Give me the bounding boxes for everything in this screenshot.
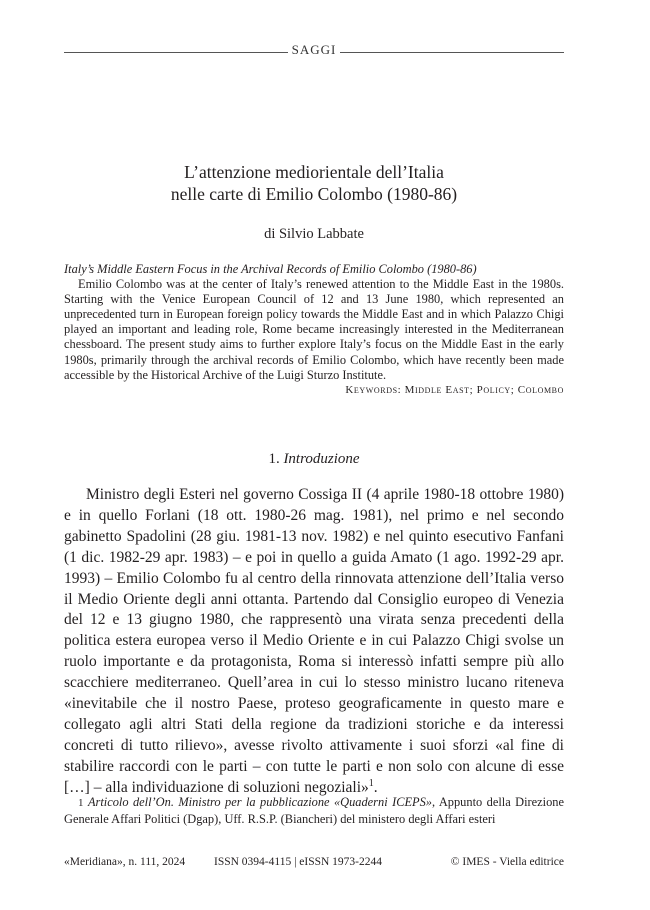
body-end: . [373, 778, 378, 796]
running-header [64, 42, 564, 62]
footnote [64, 794, 564, 827]
page-footer [64, 856, 564, 874]
keywords-label: Keywords: [345, 383, 402, 396]
footnote-number: 1 [78, 797, 84, 809]
footnote-text: , Appunto della Direzione Generale Affari Politici (Dgap), Uff. R.S.P. (Biancheri) del ministero degli Affari esteri [64, 795, 564, 826]
keywords-list: Middle East; Policy; Colombo [404, 383, 564, 396]
footnote-reference[interactable]: 1 [368, 777, 374, 789]
abstract [64, 262, 564, 398]
section-label: SAGGI [291, 42, 337, 57]
footer-publisher: © IMES - Viella editrice [450, 856, 564, 868]
title-line-1: L’attenzione mediorientale dell’Italia [184, 162, 444, 182]
section-number: 1. [268, 451, 280, 467]
section-heading [64, 451, 564, 468]
footnote-italic: Articolo dell’On. Ministro per la pubblicazione «Quaderni ICEPS» [87, 795, 432, 809]
abstract-text: Emilio Colombo was at the center of Italy’s renewed attention to the Middle East in the 1980s. Starting with the Venice European Council of 12 and 13 June 1980, which represented an unprecedented turn in European foreign policy towards the Middle East and in which Palazzo Chigi played an important and leading role, Rome became increasingly interested in the Mediterranean chessboard. The present study aims to further explore Italy’s focus on the Middle East in the early 1980s, primarily through the archival records of Emilio Colombo, which have recently been made accessible by the Historical Archive of the Luigi Sturzo Institute. [64, 277, 564, 382]
section-title: Introduzione [283, 451, 360, 467]
footer-issn: ISSN 0394-4115 | eISSN 1973-2244 [214, 856, 382, 868]
body-paragraph [64, 485, 564, 799]
article-title [64, 161, 564, 205]
header-rule-right [340, 52, 564, 53]
english-title: Italy’s Middle Eastern Focus in the Archival Records of Emilio Colombo (1980-86) [64, 262, 477, 276]
author-byline: di Silvio Labbate [264, 226, 364, 242]
footer-journal: «Meridiana», n. 111, 2024 [64, 856, 186, 868]
title-line-2: nelle carte di Emilio Colombo (1980-86) [170, 184, 458, 204]
keywords [64, 383, 564, 398]
body-text: Ministro degli Esteri nel governo Cossiga II (4 aprile 1980-18 ottobre 1980) e in quello Forlani (18 ott. 1980-26 mag. 1981), nel primo e nel secondo gabinetto Spadolini (28 giu. 1981-13 nov. 1982) e nel quinto esecutivo Fanfani (1 dic. 1982-29 apr. 1983) – e poi in quello a guida Amato (1 ago. 1992-29 apr. 1993) – Emilio Colombo fu al centro della rinnovata attenzione dell’Italia verso il Medio Oriente degli anni ottanta. Partendo dal Consiglio europeo di Venezia del 12 e 13 giugno 1980, che rappresentò una virata senza precedenti della politica estera europea verso il Medio Oriente e in cui Palazzo Chigi svolse un ruolo importante e da protagonista, Roma si interessò infatti sempre più allo scacchiere mediterraneo. Quell’area in cui lo stesso ministro lucano riteneva «inevitabile che il nostro Paese, proteso geograficamente in questo mare e collegato agli altri Stati della regione da tradizioni storiche e da interessi concreti di tutto rilievo», avesse rivolto attivamente i suoi sforzi «al fine di stabilire raccordi con le parti – con tutte le parti e non solo con alcune di esse […] – alla individuazione di soluzioni negoziali» [64, 486, 564, 796]
